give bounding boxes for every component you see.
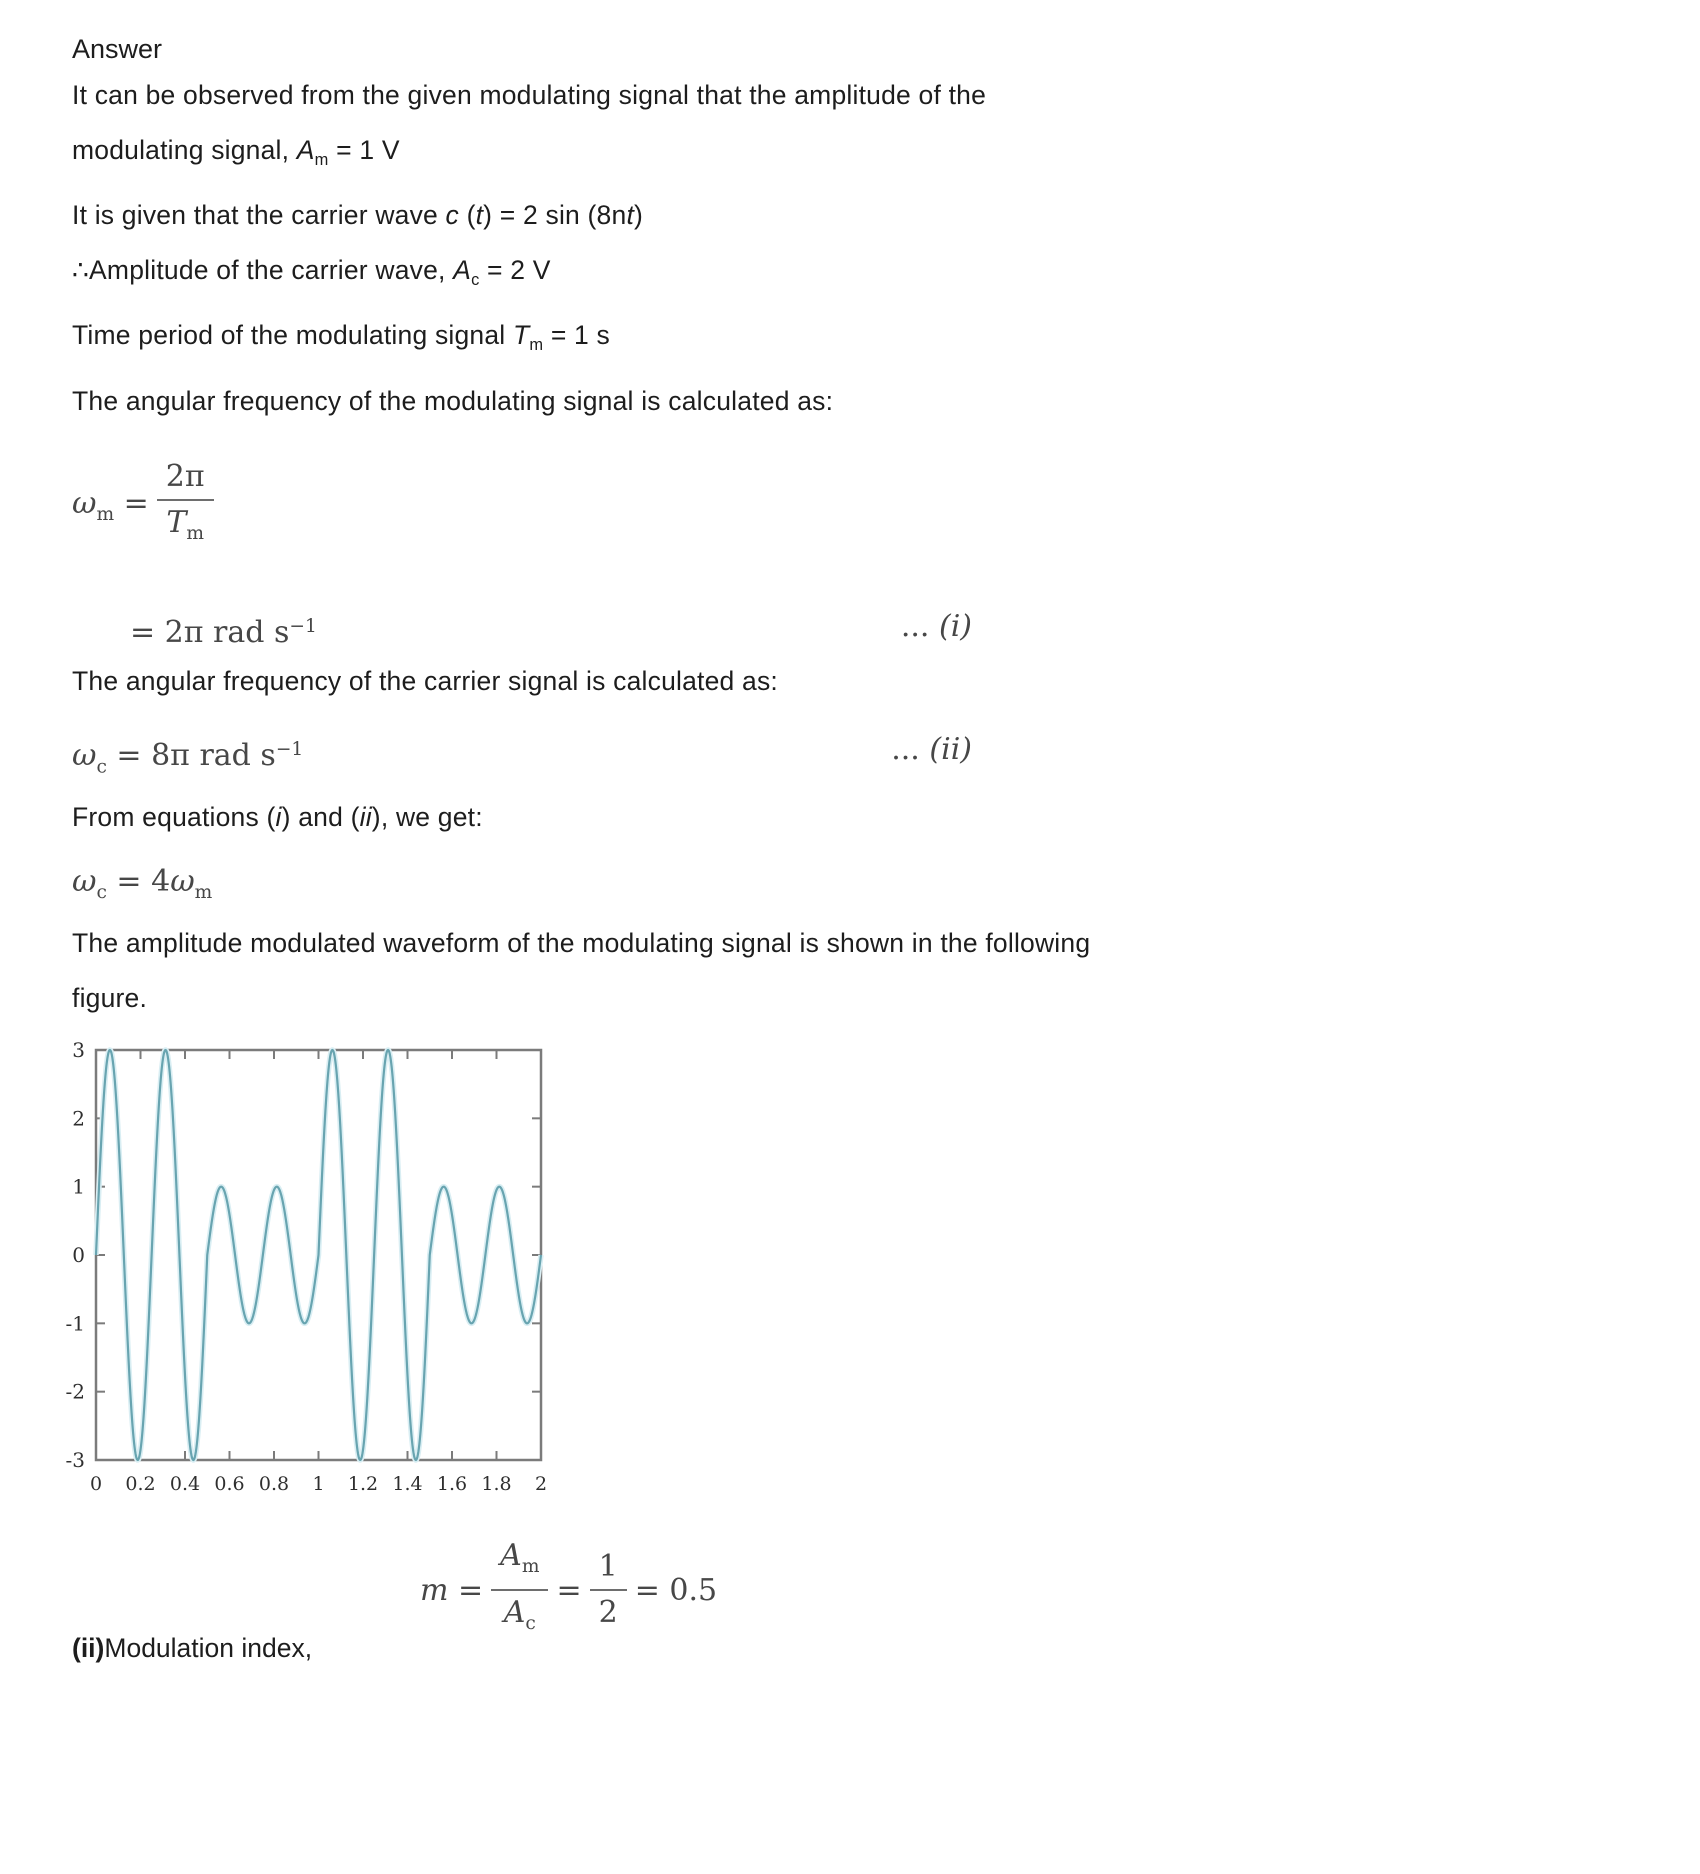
fraction-denominator: 2 bbox=[598, 1595, 618, 1631]
svg-text:2: 2 bbox=[72, 1106, 85, 1131]
fraction-numerator: 2π bbox=[157, 458, 214, 501]
fraction-numerator: $A_m$ bbox=[491, 1537, 548, 1591]
svg-text:1.2: 1.2 bbox=[347, 1473, 379, 1496]
fraction-1-over-2 bbox=[590, 1548, 627, 1632]
svg-text:1: 1 bbox=[72, 1174, 85, 1199]
paragraph-from-equations: From equations (i) and (ii), we get: bbox=[72, 802, 483, 833]
equation-reference-i: ... (i) bbox=[900, 608, 972, 644]
svg-text:0.8: 0.8 bbox=[258, 1473, 290, 1496]
modulation-index-section bbox=[72, 1537, 1640, 1667]
svg-text:1.6: 1.6 bbox=[436, 1473, 468, 1496]
svg-text:-1: -1 bbox=[65, 1311, 85, 1336]
paragraph-angular-frequency-carrier: The angular frequency of the carrier signal is calculated as: bbox=[72, 665, 778, 696]
equation-row-ii bbox=[72, 727, 972, 790]
svg-text:0.6: 0.6 bbox=[214, 1473, 245, 1496]
equation-omega-relation: $\omega_c = 4\omega_m$ bbox=[72, 864, 213, 904]
fraction-2pi-over-tm bbox=[157, 458, 214, 553]
modulation-index-label bbox=[72, 1629, 1640, 1667]
equation-modulation-index bbox=[420, 1537, 1640, 1643]
equation-omega-m-value: = 2π rad $s^{-1}$ bbox=[130, 614, 317, 650]
svg-text:1: 1 bbox=[312, 1473, 325, 1496]
paragraph-time-period: Time period of the modulating signal $T_m = 1$ s bbox=[72, 320, 611, 355]
paragraph-am-waveform-line1: The amplitude modulated waveform of the modulating signal is shown in the following bbox=[72, 928, 1091, 959]
paragraph-observed-line1: It can be observed from the given modulating signal that the amplitude of the bbox=[72, 80, 987, 110]
equation-row-i bbox=[72, 606, 972, 654]
paragraph-observed-line2: modulating signal, $A_m = 1$ V bbox=[72, 135, 400, 170]
svg-text:-3: -3 bbox=[65, 1448, 85, 1473]
equation-m-lhs: m = bbox=[420, 1572, 484, 1608]
equation-result: = 0.5 bbox=[634, 1572, 718, 1608]
modulation-index-label-text: Modulation index, bbox=[104, 1633, 313, 1664]
fraction-denominator: $T_m$ bbox=[166, 505, 205, 545]
fraction-denominator: $A_c$ bbox=[503, 1595, 536, 1635]
equation-equals: = bbox=[556, 1572, 582, 1608]
paragraph-am-waveform-line2: figure. bbox=[72, 983, 148, 1014]
answer-heading: Answer bbox=[72, 34, 163, 64]
am-waveform-plot bbox=[58, 1040, 578, 1512]
fraction-numerator: 1 bbox=[590, 1548, 627, 1591]
equation-omega-c: $\omega_c = 8\pi$ rad $s^{-1}$ bbox=[72, 738, 304, 778]
svg-text:2: 2 bbox=[534, 1473, 548, 1496]
svg-text:0.4: 0.4 bbox=[169, 1473, 201, 1496]
equation-omega-m bbox=[72, 451, 1640, 561]
equation-reference-ii: ... (ii) bbox=[891, 731, 972, 767]
svg-text:3: 3 bbox=[72, 1040, 85, 1063]
svg-text:-2: -2 bbox=[65, 1379, 85, 1404]
svg-text:1.8: 1.8 bbox=[481, 1473, 512, 1496]
paragraph-amplitude-carrier: ∴Amplitude of the carrier wave, $A_c = 2$ V bbox=[72, 255, 551, 290]
svg-text:0: 0 bbox=[89, 1473, 103, 1496]
paragraph-carrier-wave: It is given that the carrier wave c (t) = 2 sin (8nt) bbox=[72, 200, 644, 231]
am-waveform-figure bbox=[58, 1040, 1640, 1517]
svg-text:0.2: 0.2 bbox=[125, 1473, 156, 1496]
paragraph-angular-frequency-modulating: The angular frequency of the modulating signal is calculated as: bbox=[72, 385, 834, 416]
equation-omega-m-lhs: $\omega_m$ = bbox=[72, 486, 149, 526]
svg-text:1.4: 1.4 bbox=[392, 1473, 423, 1496]
modulation-index-label-number: (ii) bbox=[72, 1633, 105, 1664]
svg-text:0: 0 bbox=[72, 1243, 85, 1268]
fraction-am-over-ac bbox=[491, 1537, 548, 1643]
